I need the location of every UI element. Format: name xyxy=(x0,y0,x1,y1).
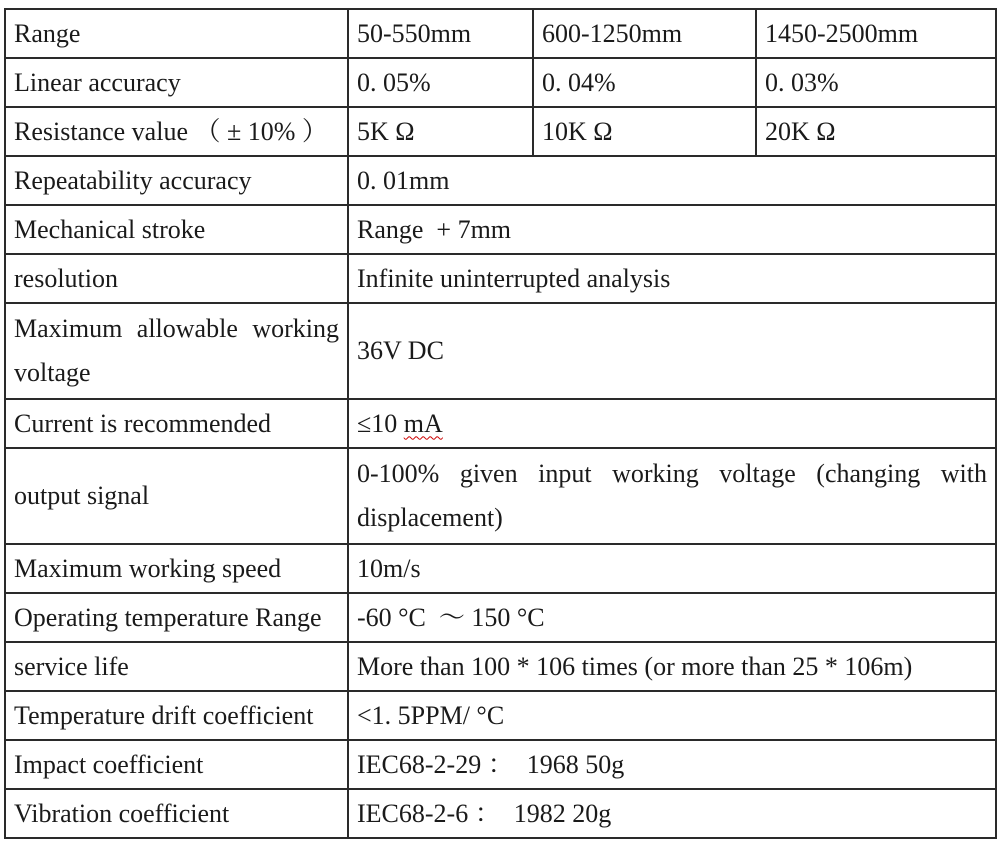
table-row-mechanical-stroke xyxy=(5,205,996,254)
service-life-value: More than 100 * 106 times (or more than 25 * 106m) xyxy=(348,642,996,691)
resolution-value: Infinite uninterrupted analysis xyxy=(348,254,996,303)
linear-accuracy-value-3: 0. 03% xyxy=(756,58,996,107)
table-row-temperature-drift xyxy=(5,691,996,740)
table-row-range xyxy=(5,9,996,58)
linear-accuracy-label: Linear accuracy xyxy=(5,58,348,107)
table-row-operating-temperature xyxy=(5,593,996,642)
repeatability-accuracy-value: 0. 01mm xyxy=(348,156,996,205)
vibration-coefficient-label: Vibration coefficient xyxy=(5,789,348,838)
table-row-service-life xyxy=(5,642,996,691)
output-signal-value: 0-100% given input working voltage (changing with displacement) xyxy=(348,448,996,544)
operating-temperature-value: -60 °C ～ 150 °C xyxy=(348,593,996,642)
current-recommended-unit: mA xyxy=(403,408,443,438)
max-working-speed-label: Maximum working speed xyxy=(5,544,348,593)
mechanical-stroke-value: Range + 7mm xyxy=(348,205,996,254)
resistance-value-label: Resistance value （ ± 10% ） xyxy=(5,107,348,156)
table-row-output-signal xyxy=(5,448,996,544)
range-label: Range xyxy=(5,9,348,58)
table-row-repeatability-accuracy xyxy=(5,156,996,205)
service-life-label: service life xyxy=(5,642,348,691)
range-value-2: 600-1250mm xyxy=(533,9,756,58)
max-working-voltage-value: 36V DC xyxy=(348,303,996,399)
table-row-linear-accuracy xyxy=(5,58,996,107)
current-recommended-prefix: ≤10 xyxy=(357,408,404,438)
table-row-resolution xyxy=(5,254,996,303)
mechanical-stroke-label: Mechanical stroke xyxy=(5,205,348,254)
current-recommended-label: Current is recommended xyxy=(5,399,348,448)
temperature-drift-value: <1. 5PPM/ °C xyxy=(348,691,996,740)
range-value-1: 50-550mm xyxy=(348,9,533,58)
table-row-impact-coefficient xyxy=(5,740,996,789)
resistance-value-1: 5K Ω xyxy=(348,107,533,156)
current-recommended-value xyxy=(348,399,996,448)
temperature-drift-label: Temperature drift coefficient xyxy=(5,691,348,740)
resistance-value-3: 20K Ω xyxy=(756,107,996,156)
output-signal-label: output signal xyxy=(5,448,348,544)
range-value-3: 1450-2500mm xyxy=(756,9,996,58)
repeatability-accuracy-label: Repeatability accuracy xyxy=(5,156,348,205)
max-working-speed-value: 10m/s xyxy=(348,544,996,593)
linear-accuracy-value-2: 0. 04% xyxy=(533,58,756,107)
spec-table xyxy=(4,8,997,839)
vibration-coefficient-value: IEC68-2-6 ： 1982 20g xyxy=(348,789,996,838)
impact-coefficient-label: Impact coefficient xyxy=(5,740,348,789)
resolution-label: resolution xyxy=(5,254,348,303)
resistance-value-2: 10K Ω xyxy=(533,107,756,156)
max-working-voltage-label: Maximum allowable working voltage xyxy=(5,303,348,399)
table-row-vibration-coefficient xyxy=(5,789,996,838)
table-row-resistance-value xyxy=(5,107,996,156)
linear-accuracy-value-1: 0. 05% xyxy=(348,58,533,107)
impact-coefficient-value: IEC68-2-29 ： 1968 50g xyxy=(348,740,996,789)
operating-temperature-label: Operating temperature Range xyxy=(5,593,348,642)
table-row-current-recommended xyxy=(5,399,996,448)
table-row-max-working-speed xyxy=(5,544,996,593)
table-row-max-working-voltage xyxy=(5,303,996,399)
